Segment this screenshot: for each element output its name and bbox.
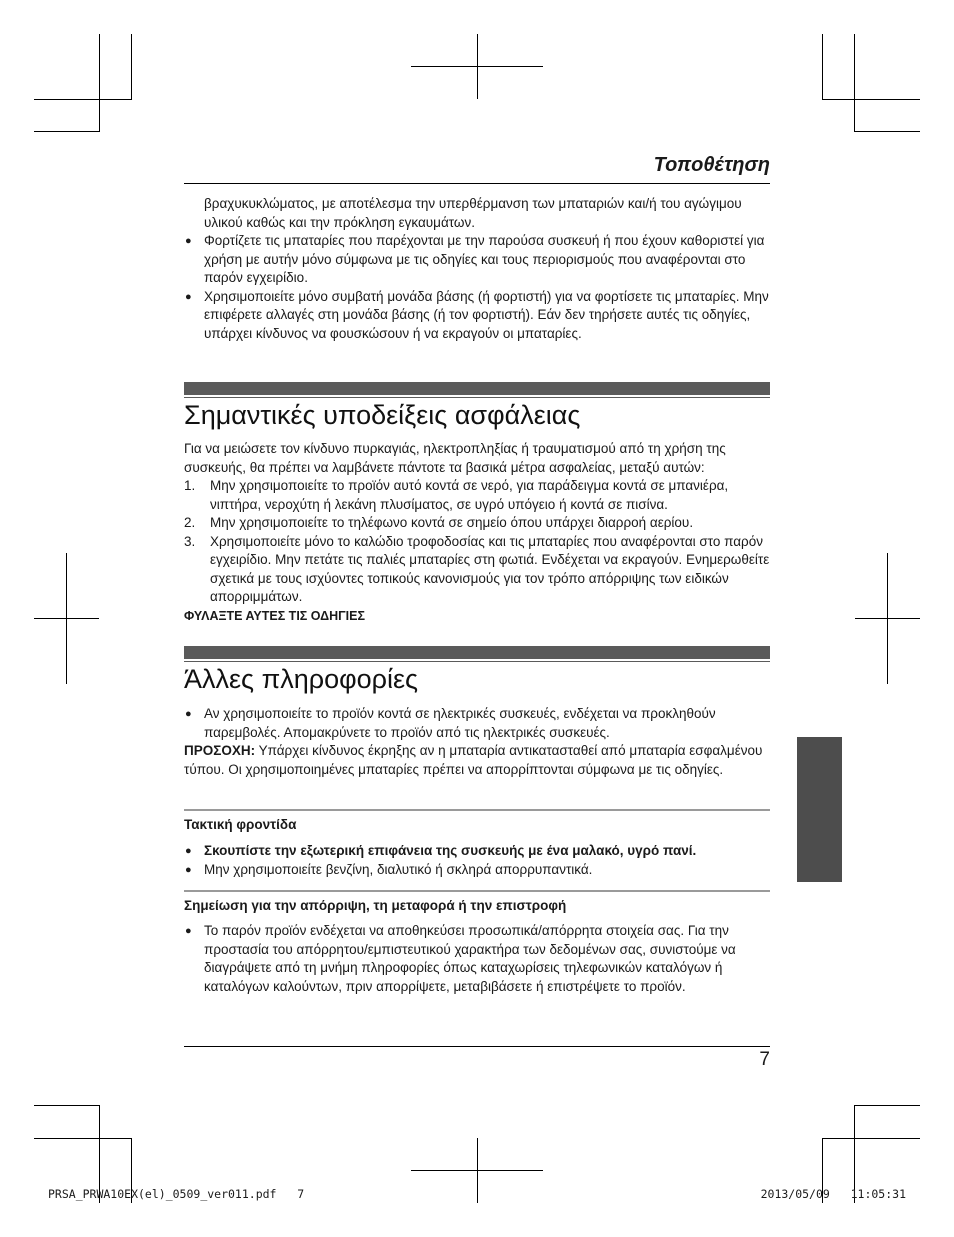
footer-rule bbox=[184, 1046, 770, 1047]
intro-block bbox=[184, 195, 770, 343]
safety-item-1 bbox=[184, 477, 770, 514]
section-title-safety: Σημαντικές υποδείξεις ασφάλειας bbox=[184, 400, 581, 430]
safety-item-number: 2. bbox=[184, 515, 196, 530]
safety-item-number: 1. bbox=[184, 478, 196, 493]
intro-bullet-1: ● Φορτίζετε τις μπαταρίες που παρέχονται με την παρούσα συσκευή ή που έχουν καθοριστεί για χρήση με αυτήν μόνο σύμφωνα με τις οδηγίες και τους περιορισμούς που αναφέρονται στο παρόν εγχειρίδιο. bbox=[184, 232, 770, 288]
caution-label: ΠΡΟΣΟΧΗ: bbox=[184, 743, 256, 758]
subsection-title-maintenance: Τακτική φροντίδα bbox=[184, 817, 297, 832]
print-file-info bbox=[48, 1187, 304, 1201]
safety-item-number: 3. bbox=[184, 533, 196, 549]
disposal-block bbox=[184, 922, 770, 996]
intro-continued-text: βραχυκυκλώματος, με αποτέλεσμα την υπερθέρμανση των μπαταριών και/ή του αγώγιμου υλικού καθώς και την πρόκληση εγκαυμάτων. bbox=[204, 196, 742, 230]
print-date-info-text: 2013/05/09 11:05:31 bbox=[760, 1187, 906, 1201]
page-header-title: Τοποθέτηση bbox=[653, 154, 770, 176]
print-file-info-text: PRSA_PRWA10EX(el)_0509_ver011.pdf 7 bbox=[48, 1187, 305, 1201]
page-number: 7 bbox=[759, 1049, 770, 1070]
other-block bbox=[184, 705, 770, 779]
caution-paragraph bbox=[184, 742, 770, 779]
save-instructions-note: ΦΥΛΑΞΤΕ ΑΥΤΕΣ ΤΙΣ ΟΔΗΓΙΕΣ bbox=[184, 608, 365, 623]
safety-item-text: Μην χρησιμοποιείτε το τηλέφωνο κοντά σε σημείο όπου υπάρχει διαρροή αερίου. bbox=[210, 515, 694, 530]
safety-item-text: Μην χρησιμοποιείτε το προϊόν αυτό κοντά σε νερό, για παράδειγμα κοντά σε μπανιέρα, νιπτήρα, νεροχύτη ή λεκάνη πλυσίματος, σε υγρό υπόγειο ή κοντά σε πισίνα. bbox=[210, 478, 729, 512]
maintenance-bullet-2: ● Μην χρησιμοποιείτε βενζίνη, διαλυτικό ή σκληρά απορρυπαντικά. bbox=[184, 861, 770, 880]
side-thumb-tab bbox=[797, 737, 842, 882]
safety-intro-text: Για να μειώσετε τον κίνδυνο πυρκαγιάς, ηλεκτροπληξίας ή τραυματισμού από τη χρήση της συσκευής, θα πρέπει να λαμβάνετε πάντοτε τα βασικά μέτρα ασφαλείας, μεταξύ αυτών: bbox=[184, 441, 726, 475]
other-bullet: ● Αν χρησιμοποιείτε το προϊόν κοντά σε ηλεκτρικές συσκευές, ενδέχεται να προκληθούν παρεμβολές. Απομακρύνετε το προϊόν από τις ηλεκτρικές συσκευές. bbox=[184, 705, 770, 742]
safety-item-3 bbox=[184, 533, 770, 607]
safety-block bbox=[184, 440, 770, 625]
safety-item-text: Χρησιμοποιείτε μόνο το καλώδιο τροφοδοσίας και τις μπαταρίες που αναφέρονται στο παρόν εγχειρίδιο. Μην πετάτε τις παλιές μπαταρίες στη φωτιά. Ενδέχεται να εκραγούν. Ενημερωθείτε σχετικά με τους ισχύοντες τοπικούς κανονισμούς για τον τρόπο απόρριψης των ειδικών απορριμμάτων. bbox=[210, 533, 770, 604]
intro-bullet-2: ● Χρησιμοποιείτε μόνο συμβατή μονάδα βάσης (ή φορτιστή) για να φορτίσετε τις μπαταρίες. Μην επιφέρετε αλλαγές στη μονάδα βάσης (ή τον φορτιστή). Εάν δεν τηρήσετε αυτές τις οδηγίες, υπάρχει κίνδυνος να φουσκώσουν ή να εκραγούν οι μπαταρίες. bbox=[184, 288, 770, 344]
maintenance-block bbox=[184, 842, 770, 879]
safety-item-2 bbox=[184, 514, 770, 533]
subsection-rule-disposal bbox=[184, 890, 770, 892]
maintenance-bullet-1: ● Σκουπίστε την εξωτερική επιφάνεια της συσκευής με ένα μαλακό, υγρό πανί. bbox=[184, 842, 770, 861]
section-title-other: Άλλες πληροφορίες bbox=[184, 664, 419, 694]
header-rule bbox=[184, 183, 770, 184]
disposal-bullet: ● Το παρόν προϊόν ενδέχεται να αποθηκεύσει προσωπικά/απόρρητα στοιχεία σας. Για την προστασία του απόρρητου/εμπιστευτικού χαρακτήρα των δεδομένων σας, συνιστούμε να διαγράψετε από τη μνήμη πληροφορίες όπως καταχωρίσεις τηλεφωνικών καταλόγων ή καταλόγων καλούντων, πριν απορρίψετε, μεταβιβάσετε ή επιστρέψετε το προϊόν. bbox=[184, 922, 770, 996]
section-bar-safety bbox=[184, 382, 770, 395]
caution-text: Υπάρχει κίνδυνος έκρηξης αν η μπαταρία αντικατασταθεί από μπαταρία εσφαλμένου τύπου. Οι χρησιμοποιημένες μπαταρίες πρέπει να απορρίπτονται σύμφωνα με τις οδηγίες. bbox=[184, 743, 763, 777]
subsection-title-disposal: Σημείωση για την απόρριψη, τη μεταφορά ή την επιστροφή bbox=[184, 898, 567, 913]
section-bar-other bbox=[184, 646, 770, 659]
print-date-info bbox=[761, 1187, 906, 1201]
subsection-rule-maintenance bbox=[184, 809, 770, 811]
